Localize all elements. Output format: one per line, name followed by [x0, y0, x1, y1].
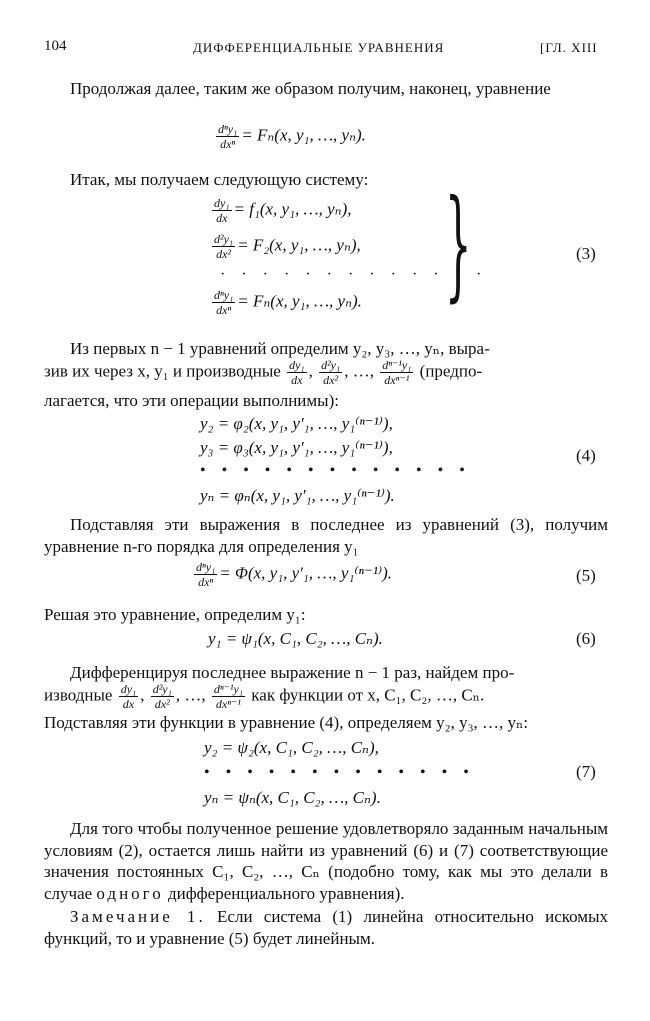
equation-number-3: (3) — [576, 244, 596, 263]
paragraph-1: Продолжая далее, таким же образом получим, наконец, уравнение — [70, 79, 551, 98]
equation-number-5: (5) — [576, 566, 596, 585]
system-4 — [200, 414, 471, 506]
equation-n: $\frac{\text{dⁿy₁}}{\text{dxⁿ}}$ = Fₙ(x, y₁, …, yₙ). — [218, 122, 366, 151]
system-7-row-n: yₙ = ψₙ(x, C₁, C₂, …, Cₙ). — [204, 788, 381, 807]
fraction: $\frac{\text{dⁿy₁}}{\text{dxⁿ}}$ — [218, 122, 238, 151]
system-3-dots: · · · · · · · · · · · · · — [220, 266, 488, 283]
paragraph-6-line-1: Дифференцируя последнее выражение n − 1 раз, найдем про- — [70, 663, 515, 682]
paragraph-5: Решая это уравнение, определим y₁: — [44, 605, 306, 624]
system-7-row-1: y₂ = ψ₂(x, C₁, C₂, …, Cₙ), — [204, 738, 379, 757]
paragraph-3-line-3: лагается, что эти операции выполнимы): — [44, 391, 339, 410]
paragraph-3-line-2: зив их через x, y₁ и производные $\frac{\text{dy₁}}{dx}$ , $\frac{\text{d²y₁}}{\text{dx²}}$ , …, $\frac{\text{dⁿ⁻¹y₁}}{\text{dxⁿ⁻¹}}$ (предпо- — [44, 358, 483, 387]
system-3-row-2: $\frac{\text{d²y₁}}{\text{dx²}}$ = F₂(x, y₁, …, yₙ), — [214, 232, 361, 261]
chapter-label: [ГЛ. XIII — [540, 40, 598, 55]
remark-label: Замечание 1. — [70, 907, 206, 926]
equation-6: y₁ = ψ₁(x, C₁, C₂, …, Cₙ). — [208, 629, 383, 648]
equation-5: $\frac{\text{dⁿy₁}}{\text{dxⁿ}}$ = Φ(x, y₁, y′₁, …, y₁⁽ⁿ⁻¹⁾). — [196, 560, 393, 589]
spaced-emphasis: одного — [96, 883, 164, 903]
system-7 — [204, 738, 475, 808]
remark-1: Замечание 1. Если система (1) линейна относительно искомых функций, то и уравнение (5) будет линейным. — [44, 907, 608, 948]
page-number: 104 — [44, 38, 67, 54]
equation-number-7: (7) — [576, 762, 596, 781]
paragraph-6-line-3: Подставляя эти функции в уравнение (4), определяем y₂, y₃, …, yₙ: — [44, 713, 529, 732]
paragraph-6-line-2: изводные $\frac{\text{dy₁}}{dx}$ , $\frac{\text{d²y₁}}{\text{dx²}}$ , …, $\frac{\text{dⁿ⁻¹y₁}}{\text{dxⁿ⁻¹}}$ как функции от x, C₁, C₂, …, Cₙ. — [44, 682, 485, 711]
system-7-dots: • • • • • • • • • • • • • — [204, 764, 475, 781]
equation-number-4: (4) — [576, 446, 596, 465]
running-title: ДИФФЕРЕНЦИАЛЬНЫЕ УРАВНЕНИЯ — [193, 40, 445, 55]
paragraph-3-line-1: Из первых n − 1 уравнений определим y₂, y₃, …, yₙ, выра- — [70, 339, 490, 358]
system-4-row-1: y₂ = φ₂(x, y₁, y′₁, …, y₁⁽ⁿ⁻¹⁾), — [200, 414, 393, 433]
right-brace: } — [444, 175, 472, 314]
equation-number-6: (6) — [576, 629, 596, 648]
system-3-row-n: $\frac{\text{dⁿy₁}}{\text{dxⁿ}}$ = Fₙ(x, y₁, …, yₙ). — [214, 288, 362, 317]
paragraph-2: Итак, мы получаем следующую систему: — [70, 170, 369, 189]
system-4-row-2: y₃ = φ₃(x, y₁, y′₁, …, y₁⁽ⁿ⁻¹⁾), — [200, 438, 393, 457]
paragraph-4: Подставляя эти выражения в последнее из уравнений (3), получим уравнение n-го порядка для определения y₁ — [44, 515, 608, 556]
system-4-row-n: yₙ = φₙ(x, y₁, y′₁, …, y₁⁽ⁿ⁻¹⁾). — [200, 486, 395, 505]
system-3-row-1: $\frac{\text{dy₁}}{dx}$ = f₁(x, y₁, …, yₙ), — [214, 196, 352, 225]
system-4-dots: • • • • • • • • • • • • • — [200, 462, 471, 479]
paragraph-7: Для того чтобы полученное решение удовлетворяло заданным начальным условиям (2), остается лишь найти из уравнений (6) и (7) соответствующие значения постоянных C₁, C₂, …, Cₙ (подобно тому, как мы это делали в случае одного дифференциального уравнения). — [44, 819, 608, 903]
